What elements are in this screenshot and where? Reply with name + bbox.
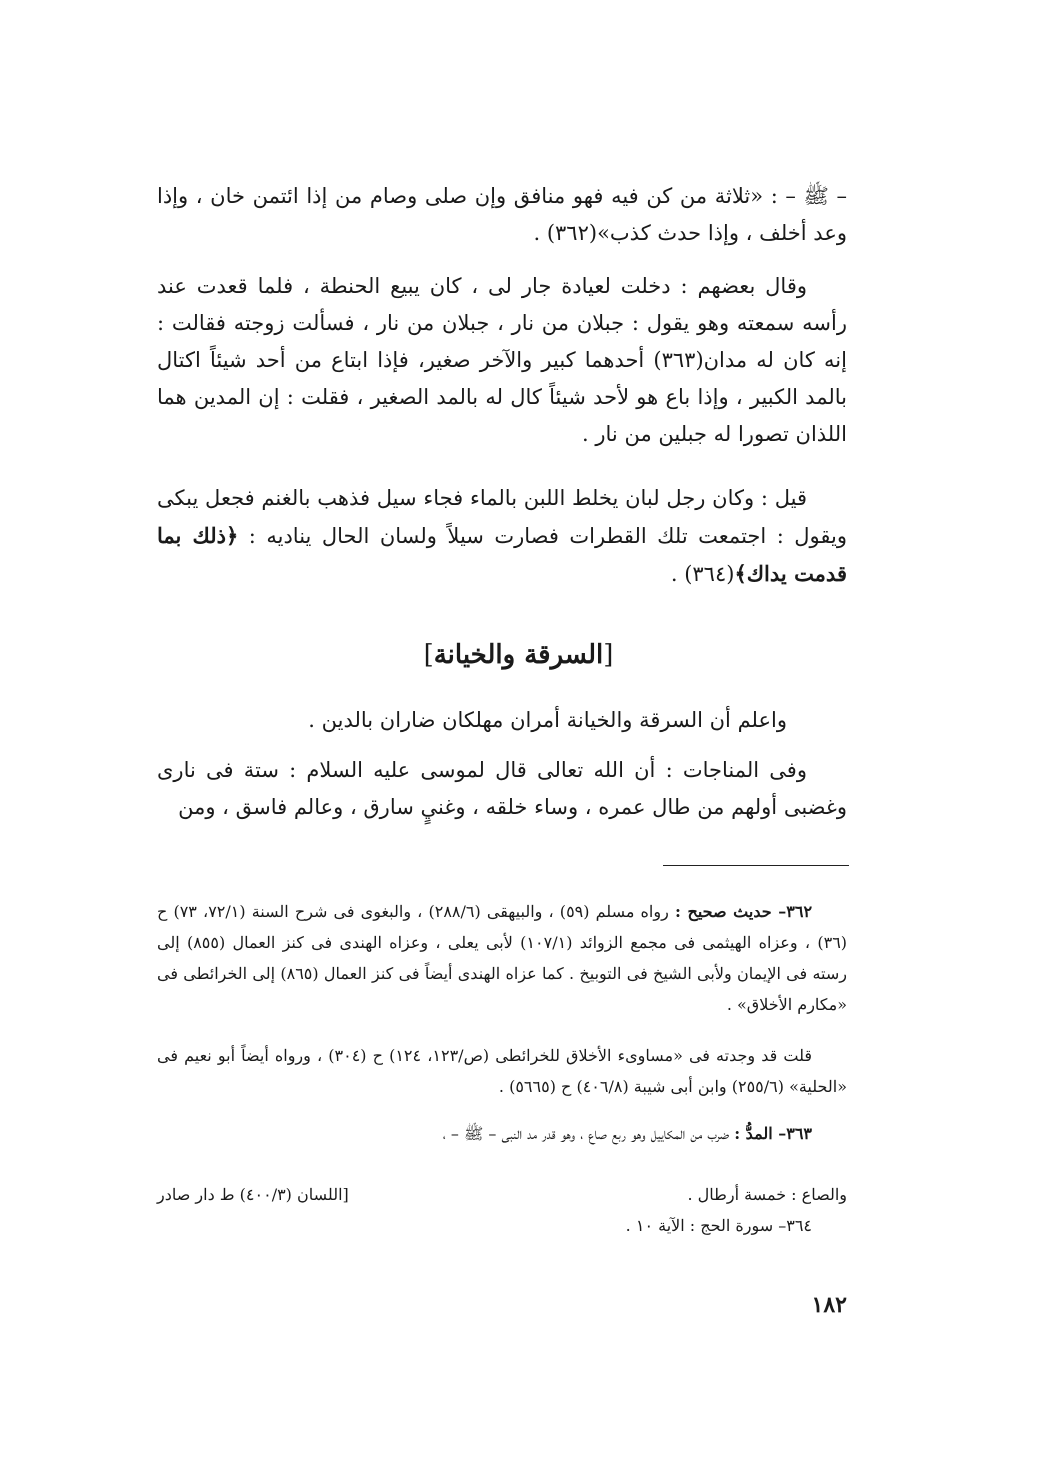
footnote-body: والصاع : خمسة أرطال . (687, 1185, 847, 1204)
footnote-body: ضرب من المكاييل وهو ربع صاع ، وهو قدر مد النبى – ﷺ – ، (442, 1124, 730, 1143)
paragraph-body: قيل : وكان رجل لبان يخلط اللبن بالماء فجاء سيل فذهب بالغنم فجعل يبكى ويقول : اجتمعت تلك القطرات فصارت سيلاً ولسان الحال يناديه : (157, 486, 847, 548)
footnote-body: ٣٦٤– سورة الحج : الآية ١٠ . (625, 1216, 812, 1235)
paragraph-milk-seller (157, 480, 847, 593)
quran-verse: ﴿ذلك بما قدمت يداك﴾ (157, 523, 847, 586)
page-number: ١٨٢ (811, 1292, 847, 1318)
footnote-363-line-2 (157, 1180, 847, 1210)
section-heading (0, 640, 1037, 670)
paragraph-text: وقال بعضهم : دخلت لعيادة جار لى ، كان يبيع الحنطة ، فلما قعدت عند رأسه سمعته وهو يقول : جبلان من نار ، جبلان من نار ، فسألت زوجته فقالت : إنه كان له مدان(٣٦٣) أحدهما كبير والآخر صغير، فإذا ابتاع من أحد شيئاً اكتال بالمد الكبير ، وإذا باع هو لأحد شيئاً كال له بالمد الصغير ، فقلت : إن المدين هما اللذان تصورا له جبلين من نار . (157, 274, 847, 446)
footnote-label: ٣٦٢– حديث صحيح : (674, 902, 813, 921)
footnote-362 (157, 896, 847, 1020)
footnote-text (157, 1118, 847, 1149)
paragraph-text (157, 480, 847, 593)
footnote-text (157, 896, 847, 1020)
footnote-reference: (٣٦٤) . (670, 562, 735, 586)
footnote-separator (663, 865, 849, 866)
paragraph-text: – ﷺ – : «ثلاثة من كن فيه فهو منافق وإن صلى وصام من إذا ائتمن خان ، وإذا وعد أخلف ، وإذا حدث كذب»(٣٦٢) . (157, 184, 847, 245)
footnote-362-continuation (157, 1040, 847, 1102)
footnote-363 (157, 1118, 847, 1149)
heading-bracket-open: [ (603, 640, 614, 670)
footnote-body: رواه مسلم (٥٩) ، والبيهقى (٢٨٨/٦) ، والبغوى فى شرح السنة (٧٢/١، ٧٣) ح (٣٦) ، وعزاه الهيثمى فى مجمع الزوائد (١٠٧/١) لأبى يعلى ، وعزاه الهندى فى كنز العمال (٨٥٥) إلى رسته فى الإيمان ولأبى الشيخ فى التوبيخ . كما عزاه الهندى أيضاً فى كنز العمال (٨٦٥) إلى الخرائطى فى «مكارم الأخلاق» . (157, 902, 848, 1014)
heading-title: السرقة والخيانة (433, 640, 604, 670)
paragraph-theft-intro (157, 702, 847, 739)
heading-bracket-close: ] (423, 640, 434, 670)
paragraph-text: واعلم أن السرقة والخيانة أمران مهلكان ضاران بالدين . (308, 708, 787, 732)
paragraph-grain-seller (157, 268, 847, 453)
footnote-body: قلت قد وجدته فى «مساوىء الأخلاق للخرائطى (ص/١٢٣، ١٢٤) ح (٣٠٤) ، ورواه أيضاً أبو نعيم فى «الحلية» (٢٥٥/٦) وابن أبى شيبة (٤٠٦/٨) ح (٥٦٦٥) . (157, 1046, 847, 1096)
footnote-label: ٣٦٣– المدُّ : (734, 1124, 812, 1143)
footnote-source: [اللسان (٤٠٠/٣) ط دار صادر (157, 1185, 349, 1204)
paragraph-hadith (157, 178, 847, 252)
paragraph-munajat (157, 752, 847, 826)
paragraph-text: وفى المناجات : أن الله تعالى قال لموسى عليه السلام : ستة فى نارى وغضبى أولهم من طال عمره ، وساء خلقه ، وغنيٍ سارق ، وعالم فاسق ، ومن (157, 758, 847, 819)
footnote-364 (157, 1210, 847, 1241)
